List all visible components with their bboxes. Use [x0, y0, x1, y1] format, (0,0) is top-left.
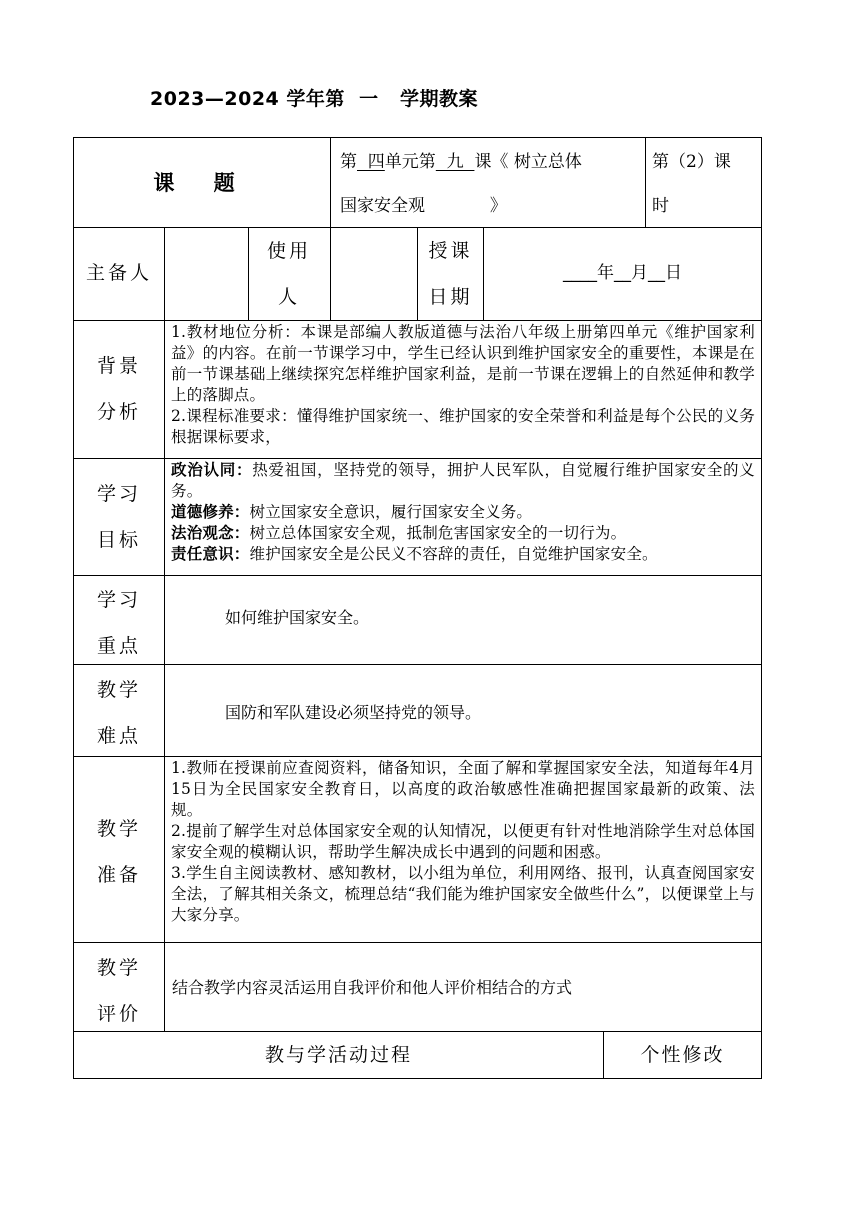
goal-text: 树立总体国家安全观，抵制危害国家安全的一切行为。 [249, 524, 627, 542]
key-points-text: 如何维护国家安全。 [225, 608, 370, 627]
goal-text: 热爱祖国，坚持党的领导，拥护人民军队，自觉履行维护国家安全的义务。 [171, 461, 755, 500]
date-label-line-1: 授课 [428, 240, 473, 262]
main-preparer-label: 主备人 [85, 262, 152, 284]
table-border [73, 137, 762, 138]
table-border [73, 942, 762, 943]
goals-label-line-2: 目标 [96, 529, 141, 551]
user-label-line-2: 人 [277, 286, 300, 308]
goal-item [171, 523, 755, 544]
preparation-label-line-2: 准备 [96, 864, 141, 886]
user-label-line-1: 使用 [266, 240, 311, 262]
key-points-label [74, 577, 164, 669]
background-label [74, 343, 164, 435]
user-label [249, 228, 329, 320]
table-border [73, 664, 762, 665]
lesson-number: 九 [435, 152, 475, 172]
goals-label [74, 471, 164, 563]
goal-text: 维护国家安全是公民义不容辞的责任，自觉维护国家安全。 [249, 545, 658, 563]
process-label: 教与学活动过程 [264, 1044, 412, 1066]
preparation-label-line-1: 教学 [96, 818, 141, 840]
key-points-label-line-2: 重点 [96, 635, 141, 657]
table-border [73, 320, 762, 321]
unit-text: 单元第 [384, 152, 436, 172]
goal-key: 法治观念： [171, 524, 250, 542]
goal-item [171, 502, 755, 523]
period-cell [652, 140, 760, 228]
background-text: 1.教材地位分析：本课是部编人教版道德与法治八年级上册第四单元《维护国家利益》的内容。在前一节课学习中，学生已经认识到维护国家安全的重要性，本课是在前一节课基础上继续探究怎样维护国家利益，是前一节课在逻辑上的自然延伸和教学上的落脚点。 2.课程标准要求：懂得维护国家统一、维护国家的安全荣誉和利益是每个公民的义务根据课标要求， [171, 323, 755, 446]
period-line-1: 第（2）课 [652, 152, 731, 172]
difficulties-label [74, 667, 164, 759]
revision-label: 个性修改 [640, 1044, 725, 1066]
table-border [330, 137, 331, 320]
lesson-prefix: 第 [340, 152, 357, 172]
key-points-label-line-1: 学习 [96, 589, 141, 611]
date-value: ____年__月__日 [563, 263, 682, 283]
topic-label: 课 题 [153, 171, 251, 195]
unit-number: 四 [357, 152, 385, 172]
period-line-2: 时 [652, 196, 669, 216]
preparation-label [74, 806, 164, 898]
table-border [645, 137, 646, 227]
goals-label-line-1: 学习 [96, 483, 141, 505]
background-label-line-2: 分析 [96, 401, 141, 423]
evaluation-text: 结合教学内容灵活运用自我评价和他人评价相结合的方式 [172, 978, 573, 997]
lesson-text: 课《 树立总体 [474, 152, 582, 172]
background-label-line-1: 背景 [96, 355, 141, 377]
evaluation-label [74, 945, 164, 1037]
goal-item [171, 460, 755, 502]
table-border [73, 1078, 762, 1079]
date-label-line-2: 日期 [428, 286, 473, 308]
goals-list [165, 460, 761, 565]
table-border [73, 575, 762, 576]
preparation-text: 1.教师在授课前应查阅资料，储备知识，全面了解和掌握国家安全法，知道每年4月15日为全民国家安全教育日，以高度的政治敏感性准确把握国家最新的政策、法规。 2.提前了解学生对总体国家安全观的认知情况，以便更有针对性地消除学生对总体国家安全观的模糊认识，帮助学生解决成长中遇到的问题和困惑。 3.学生自主阅读教材、感知教材，以小组为单位，利用网络、报刊，认真查阅国家安全法，了解其相关条文，梳理总结“我们能为维护国家安全做些什么”，以便课堂上与大家分享。 [171, 759, 755, 924]
goal-key: 政治认同： [171, 461, 253, 479]
evaluation-label-line-2: 评价 [96, 1003, 141, 1025]
difficulties-text: 国防和军队建设必须坚持党的领导。 [225, 703, 482, 722]
goal-item [171, 544, 755, 565]
goal-key: 道德修养： [171, 503, 250, 521]
evaluation-label-line-1: 教学 [96, 957, 141, 979]
lesson-title-line-1 [340, 140, 642, 184]
goal-text: 树立国家安全意识，履行国家安全义务。 [249, 503, 533, 521]
date-label [418, 228, 483, 320]
document-title: 2023—2024 学年第 一 学期教案 [150, 88, 478, 110]
goal-key: 责任意识： [171, 545, 250, 563]
difficulties-label-line-2: 难点 [96, 725, 141, 747]
lesson-title [340, 140, 642, 228]
difficulties-label-line-1: 教学 [96, 679, 141, 701]
table-border [73, 756, 762, 757]
lesson-title-line-2: 国家安全观 》 [340, 196, 507, 216]
table-border [761, 137, 762, 1079]
table-border [73, 458, 762, 459]
